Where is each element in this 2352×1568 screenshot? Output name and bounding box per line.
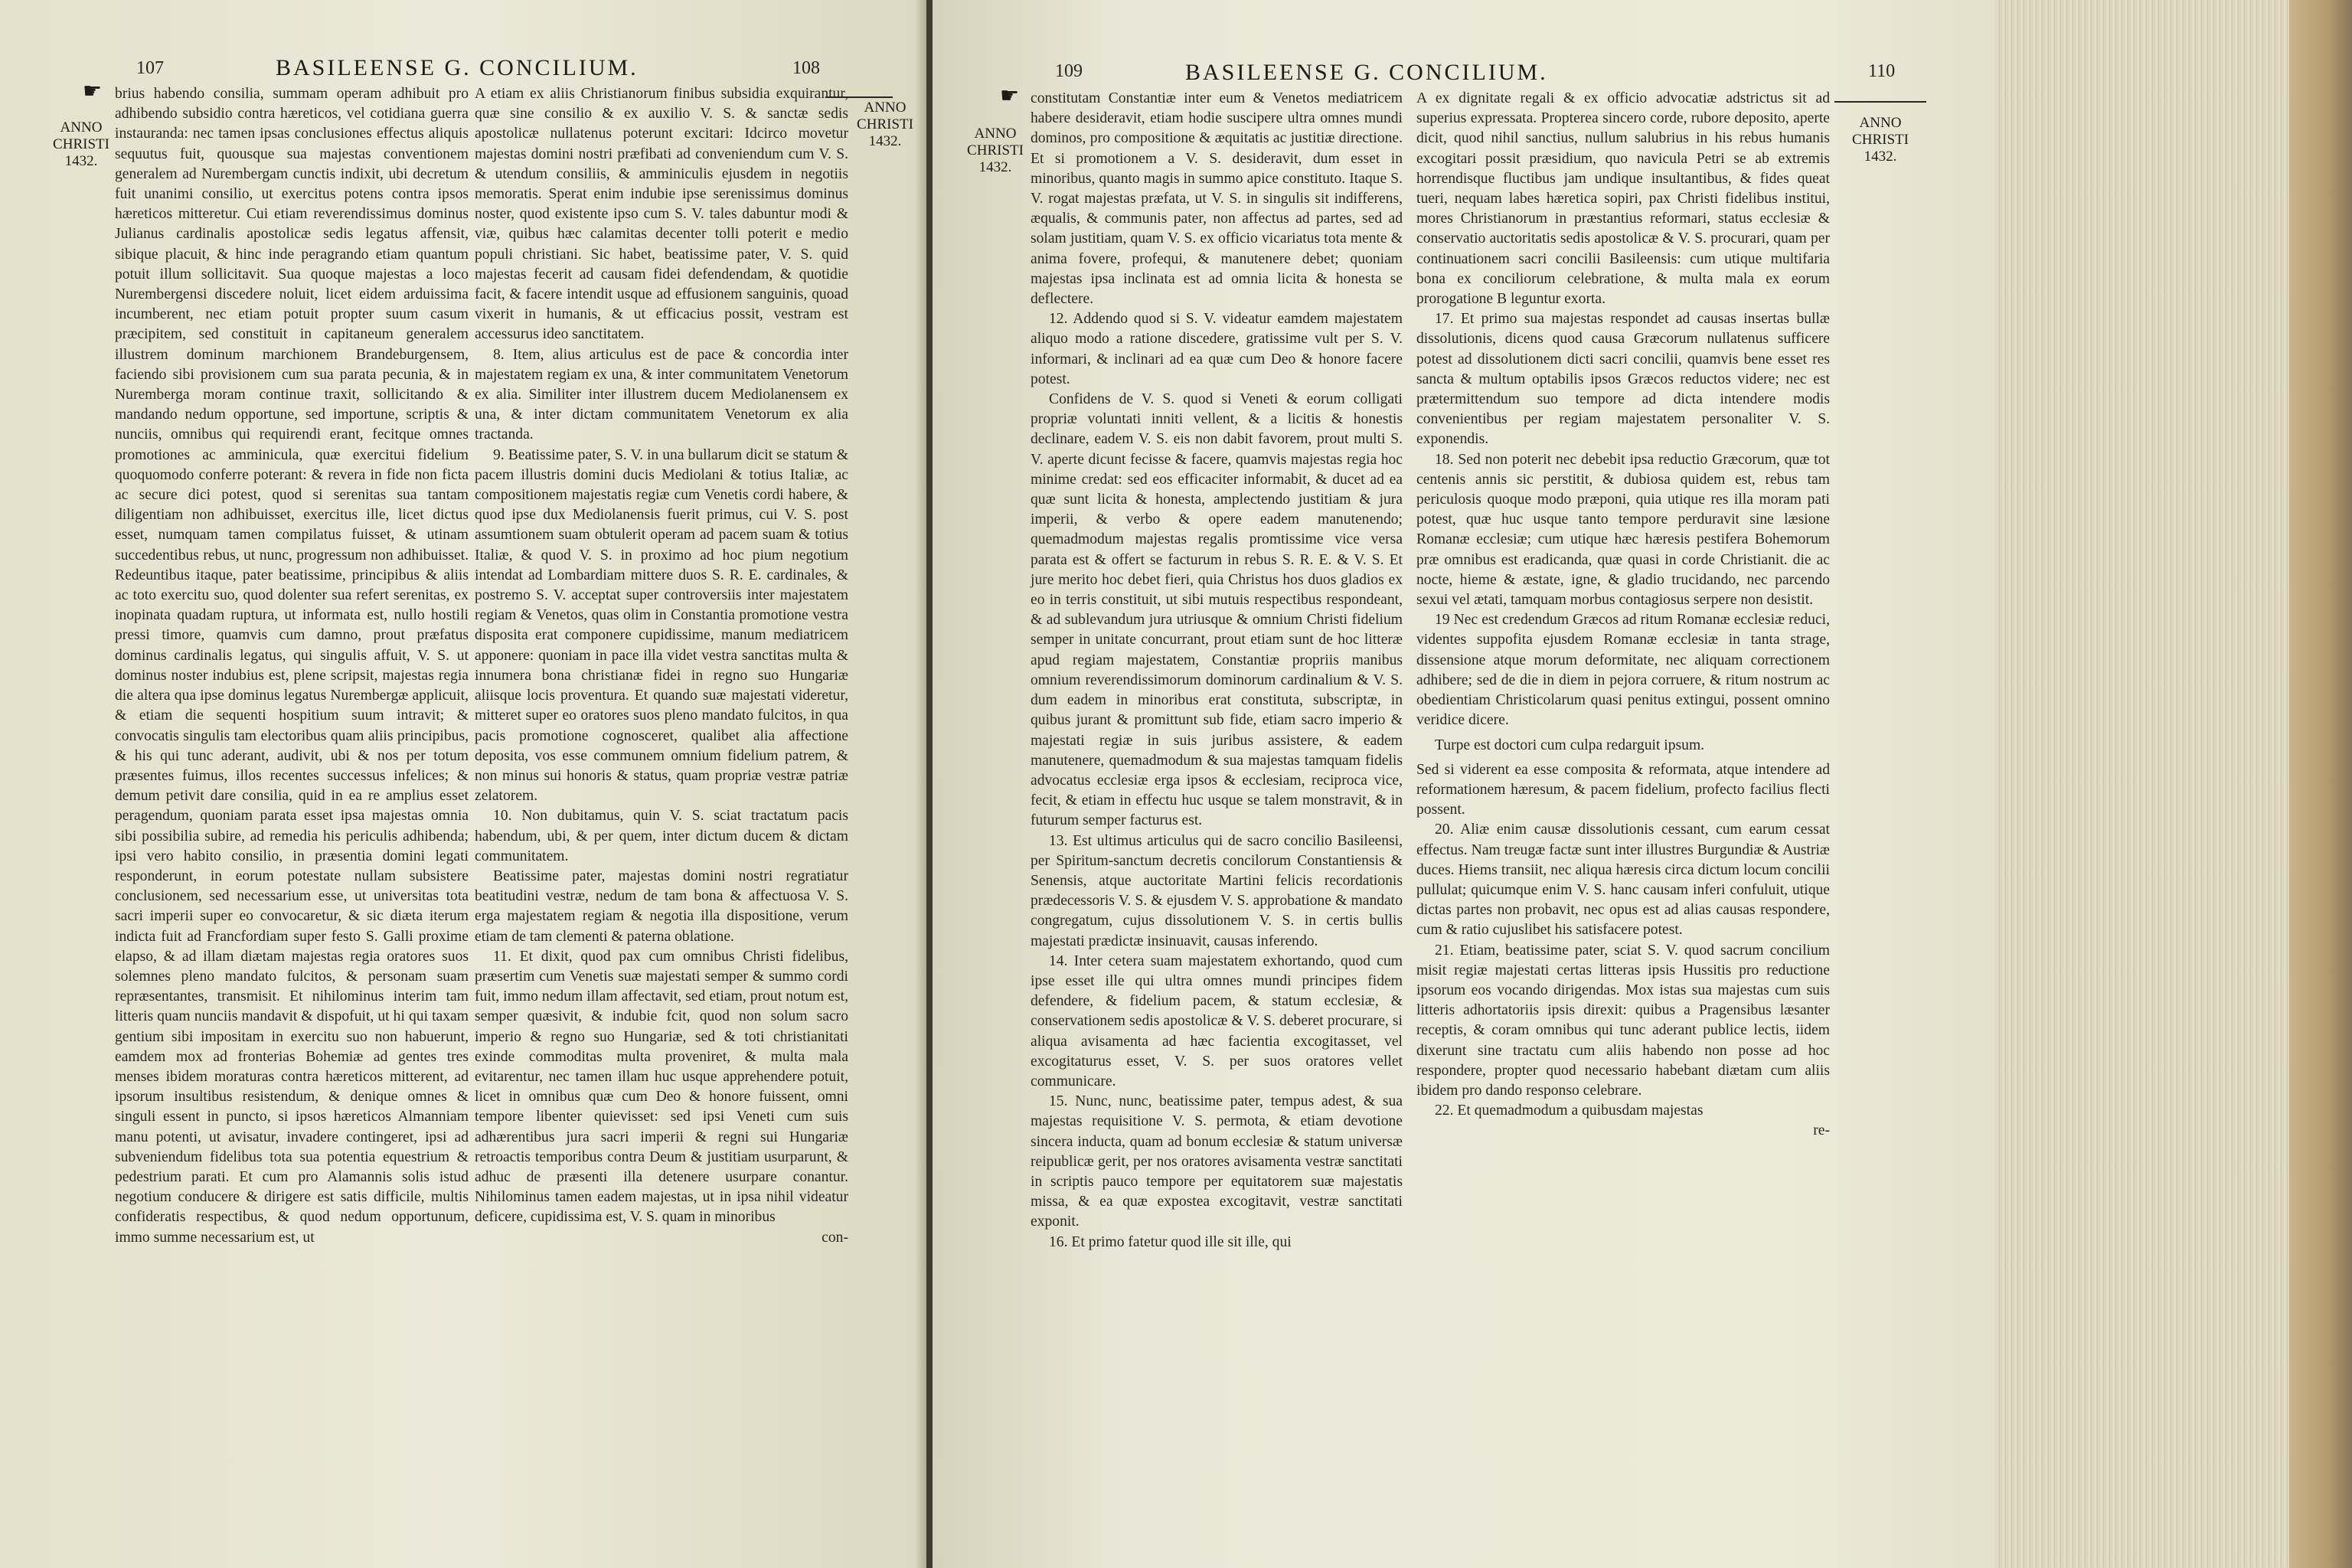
paragraph: A ex dignitate regali & ex officio advocatiæ adstrictus sit ad superius expressata. Propterea sincero corde, rubore deposito, aperte dicit, quod nihil sanctius, nullum salubrius in his rebus humanis excogitari possit præsidium, quo navicula Petri se ab extremis horrendisque fluctibus jam undique insultantibus, & fides queat tueri, nequam labes hæretica sopiri, pax Christi fidelibus institui, mores Christianorum in præstantius reformari, status ecclesiæ & conservatio auctoritatis sedis apostolicæ & V. S. procurari, quam per continuationem sacri concilii Basileensis: cum utique multifaria bona ex conciliorum celebratione, & multa mala ex eorum prorogatione B leguntur exorta. [1416, 90, 1830, 308]
paragraph: 16. Et primo fatetur quod ille sit ille, qui [1049, 1233, 1292, 1250]
right-page-number-109: 109 [1055, 61, 1083, 81]
margin-christi: CHRISTI [857, 116, 913, 132]
paragraph: 13. Est ultimus articulus qui de sacro concilio Basileensi, per Spiritum-sanctum decretis concilorum Constantiensis & Senensis, atque auctoritate Martini felicis recordationis prædecessoris V. S. & ejusdem V. S. approbatione & mandato congregatum, cujus dissolutionem V. S. in certis bullis majestati prædictæ insinuavit, causas inferendo. [1031, 832, 1403, 949]
right-page-column-2 [1416, 89, 1830, 1544]
margin-anno: ANNO [1859, 115, 1902, 131]
paragraph: 12. Addendo quod si S. V. videatur eamdem majestatem aliquo modo a ratione discedere, gratissime vult per S. V. informari, & inclinari ad ea quæ cum Deo & honore facere potest. [1031, 311, 1403, 387]
paragraph: 17. Et primo sua majestas respondet ad causas insertas bullæ dissolutionis, dicens quod causa Græcorum nullatenus sufficere potest ad dissolutionem dicti sacri concilii, quamvis bene esset res sancta & multum optabilis ipsos Græcos reductos videre; nec est prætermittendum suo tempore ad dicta intendere modis convenientibus per regiam majestatem personaliter V. S. exponendis. [1416, 311, 1830, 448]
margin-year: 1432. [64, 153, 98, 169]
margin-anno: ANNO [864, 100, 906, 116]
left-page-column-2 [475, 84, 848, 1539]
left-margin-year [46, 119, 116, 170]
catchword: re- [1813, 1122, 1830, 1139]
right-page [933, 0, 1995, 1568]
margin-christi: CHRISTI [53, 136, 109, 152]
book-cover-edge [2289, 0, 2352, 1568]
left-page-column-1 [115, 84, 469, 1539]
margin-christi: CHRISTI [1852, 132, 1909, 148]
left-page-right-margin-year [850, 100, 920, 150]
right-page-number-110: 110 [1868, 61, 1896, 81]
left-page-number-108: 108 [792, 58, 820, 78]
margin-christi: CHRISTI [967, 142, 1024, 158]
pointing-hand-icon: ☛ [1000, 83, 1020, 108]
paragraph: 22. Et quemadmodum a quibusdam majestas [1435, 1102, 1704, 1119]
paragraph: 21. Etiam, beatissime pater, sciat S. V. quod sacrum concilium misit regiæ majestati certas litteras ipsis Hussitis pro reductione ipsorum eos vocando dirigendas. Mox istas sua majestas cum suis litteris adhortatoriis ipsis direxit: quibus a Pragensibus læsanter receptis, & coram omnibus qui tunc aderant publice lectis, iidem dixerunt sine tractatu cum aliis habendo non posse ad hoc respondere, propter quod necessario habebant diætam cum aliis ibidem pro dando responso celebrare. [1416, 942, 1830, 1099]
left-page-number-107: 107 [136, 58, 164, 78]
right-page-left-margin-year [960, 126, 1031, 176]
catchword: con- [822, 1229, 848, 1246]
paragraph: constitutam Constantiæ inter eum & Venetos mediatricem habere desideravit, etiam hodie suscipere ultra omnes mundi dominos, pro compositione & æquitatis ac justitiæ directione. Et si promotionem a V. S. desideravit, dum esset in minoribus, quanto magis in summo apice constituto. Itaque S. V. rogat majestas præfata, ut V. S. in singulis sit indifferens, æqualis, & communis pater, non affectus ad partes, sed ad solam justitiam, quam V. S. ex officio vicariatus tota mente & anima fovere, profequi, & manutenere debet; quoniam majestas ipsa inclinata est ad omnia licita & honesta se deflectere. [1031, 90, 1403, 308]
paragraph: 18. Sed non poterit nec debebit ipsa reductio Græcorum, quæ tot centenis annis sic perstitit, & dubiosa quidem est, rebus tam periculosis quoque modo præponi, quia utique res illa moram pati potest, quæ huc usque tanto tempore perduravit sine læsione Romanæ ecclesiæ; cum utique hæc hæresis pestifera Bohemorum præ omnibus est eradicanda, quæ quasi in corde Christianit. die ac nocte, hieme & æstate, igne, & gladio trucidando, nec parcendo sexui vel ætati, tamquam morbus contagiosus serpere non desistit. [1416, 451, 1830, 609]
margin-anno: ANNO [60, 119, 103, 136]
right-page-right-margin-year [1842, 115, 1919, 165]
left-page [0, 0, 926, 1568]
right-header-rule [1834, 101, 1926, 103]
margin-year: 1432. [978, 159, 1012, 175]
paragraph: 15. Nunc, nunc, beatissime pater, tempus adest, & sua majestas requisitione V. S. permota, & etiam devotione sincera inducta, quam ad bonum ecclesiæ & statum universæ reipublicæ gerit, per nos oratores avisamenta vestræ sanctitati in scriptis pauco tempore per equitatorem suæ majestatis missa, & ea quæ expostea excogitavit, vestræ sanctitati exponit. [1031, 1093, 1403, 1230]
paragraph: 11. Et dixit, quod pax cum omnibus Christi fidelibus, præsertim cum Venetis suæ majestati semper & summo cordi fuit, immo nedum illam affectavit, sed etiam, prout notum est, semper quæsivit, & indubie fcit, quod non solum sacro imperio & regno suo Hungariæ, sed & toti christianitati exinde commoditas multa proveniret, & multa mala evitarentur, nec tamen illam huc usque apprehendere potuit, licet in omnibus quæ cum Deo & honore fuissent, omni tempore libenter quievisset: sed ipsi Veneti cum suis adhærentibus jura sacri imperii & regni sui Hungariæ retroactis temporibus contra Deum & justitiam usurparunt, & adhuc de præsenti illa detenere usurpare conantur. Nihilominus tamen eadem majestas, ut in ipsa nihil videatur deficere, cupidissima est, V. S. quam in minoribus [475, 948, 848, 1226]
paragraph: brius habendo consilia, summam operam adhibuit pro adhibendo subsidio contra hæreticos, vel cotidiana guerra instauranda: nec tamen ipsas conclusiones effectus aliquis sequutus fuit, quousque sua majestas conventionem generalem ad Nurembergam cunctis indixit, ubi decretum fuit unanimi consilio, ut exercitus potens contra ipsos hæreticos mitteretur. Cui etiam reverendissimus dominus Julianus cardinalis apostolicæ sedis legatus affensit, sibique placuit, & hinc inde peragrando etiam quantum potuit illum sollicitavit. Sua quoque majestas a loco Nurembergensi discedere noluit, licet eidem arduissima incumberent, nec etiam potuit propter suum casum præcipitem, sed constituit in capitaneum generalem illustrem dominum marchionem Brandeburgensem, faciendo sibi provisionem cum sua parata pecunia, & in Nuremberga moram continue traxit, sollicitando & mandando nedum opportune, sed importune, scriptis & nunciis, omnibus qui requirendi erant, fecitque omnes promotiones ac amminicula, quæ exercitui fidelium quoquomodo conferre poterant: & revera in fide non ficta ac secure dici potest, quod si serenitas sua tantam diligentiam non adhibuisset, exercitus ille, licet dictus esset, numquam tamen compilatus fuisset, & utinam succedentibus rebus, ut nunc, progressum non adhibuisset. Redeuntibus itaque, pater beatissime, principibus & aliis ac toto exercitu suo, quod dolenter sua refert serenitas, ex inopinata quadam ruptura, ut informata est, nullo hostili pressi timore, quamvis cum damno, prout præfatus dominus cardinalis legatus, qui singulis affuit, V. S. ut dominus noster indubius est, plene scripsit, majestas regia die altera qua ipse dominus legatus Nurembergæ applicuit, & etiam die sequenti hospitium suum intravit; & convocatis singulis tam electoribus quam aliis principibus, & his qui tunc aderant, audivit, ubi & nos per totum præsentes fuimus, illos recentes successus infelices; & demum petivit dare consilia, quid in ea re amplius esset peragendum, quoniam parata esset ipsa majestas omnia sibi possibilia subire, ad remedia his periculis adhibenda; ipsi vero habito consilio, in præsentia domini legati responderunt, in eorum potestate nullam subsistere conclusionem, sed necessarium esse, ut universitas tota sacri imperii super eo convocaretur, & sic diæta iterum indicta fuit ad Francfordiam super festo S. Galli proxime elapso, & ad illam diætam majestas regia oratores suos solemnes pleno mandato fulcitos, & personam suam repræsentantes, transmisit. Et nihilominus interim tam litteris quam nunciis mandavit & dispofuit, ut hi qui taxam gentium sibi impositam in exercitu suo non habuerunt, eamdem mox ad fronterias Bohemiæ ad gentes tres menses ibidem moraturas contra hæreticos mitterent, ad ipsorum insultibus resistendum, & denique omnes & singuli essent in puncto, si ipsos hæreticos Almanniam manu potenti, ut avisatur, invadere contingeret, ipsi ad subveniendum fidelibus tota sua potentia equestrium & pedestrium parati. Et cum pro Alamannis solis istud negotium conducere & dirigere est satis difficile, multis confideratis respectibus, & quod nedum opportunum, immo summe necessarium est, ut [115, 86, 469, 1246]
paragraph: 8. Item, alius articulus est de pace & concordia inter majestatem regiam ex una, & inter communitatem Venetorum ex alia. Similiter inter illustrem ducem Mediolanensem ex una, & inter dictam communitatem Venetorum ex alia tractanda. [475, 346, 848, 443]
paragraph: 20. Aliæ enim causæ dissolutionis cessant, cum earum cessat effectus. Nam treugæ factæ sunt inter illustres Burgundiæ & Austriæ duces. Hiems transiit, nec aliqua hæresis circa dictum locum concilii pullulat; quicumque enim V. S. hanc causam inferi confuluit, utique dictas partes non probavit, nec opus est ad alias causas respondere, cum & ratio cujuslibet his satisfacere potest. [1416, 822, 1830, 939]
paragraph: Sed si viderent ea esse composita & reformata, atque intendere ad reformationem hæresum, & pacem fidelium, profecto facilius flecti possent. [1416, 761, 1830, 818]
paragraph: Confidens de V. S. quod si Veneti & eorum colligati propriæ voluntati inniti vellent, & a licitis & honestis declinare, eadem V. S. eis non dabit favorem, prout multi S. V. aperte dicunt fecisse & facere, quamvis majestas regia hoc minime credat: sed eos efficaciter informabit, & ducet ad ea quæ sunt licita & honesta, amplectendo justitiam & jura imperii, & verbo & opere eadem manutenendo; quemadmodum majestas regalis promtissime vice versa parata est & offert se facturum in rebus S. R. E. & V. S. Et jure merito hoc debet fieri, quia Christus hos duos gladios ex eo in terris constituit, ut sibi mutuis respectibus respondeant, & ad sublevandum jura utriusque & omnium Christi fidelium semper in unitate concurrant, prout etiam sunt de hoc litteræ apud regiam majestatem, Constantiæ propriis manibus omnium reverendissimorum dominorum cardinalium & V. S. dum eadem in minoribus erat constituta, subscriptæ, in quibus jurant & promittunt sub fide, etiam sacro imperio & majestati regiæ in suis juribus assistere, & eadem manutenere, quemadmodum & sua majestas tamquam fidelis advocatus ecclesiæ erga ipsos & ecclesiam, reciproca vice, fecit, & etiam in effectu huc usque se talem monstravit, & in futurum semper facturus est. [1031, 391, 1403, 829]
left-running-header: BASILEENSE G. CONCILIUM. [276, 55, 639, 80]
maxim-line: Turpe est doctori cum culpa redarguit ipsum. [1435, 737, 1705, 753]
paragraph: 9. Beatissime pater, S. V. in una bullarum dicit se statum & pacem illustris domini ducis Mediolani & totius Italiæ, ac compositionem majestatis regiæ cum Venetis cordi habere, & quod ipse dux Mediolanensis fuerit primus, cui V. S. post assumtionem suam obtulerit operam ad pacem suam & totius Italiæ, & quod V. S. in proximo ad hoc pium negotium intendat ad Lombardiam mittere duos S. R. E. cardinales, & postremo S. V. acceptat super controversiis inter majestatem regiam & Venetos, quas olim in Constantia promotione vestra disposita erat componere cupidissime, manum mediatricem apponere: quoniam in pace illa videt vestra sanctitas multa & innumera bona christianæ fidei in regno suo Hungariæ aliisque locis proventura. Et quando suæ majestati videretur, mitteret super eo oratores suos pleno mandato fulcitos, in qua pacis promotione cognosceret, qualibet alia affectione deposita, vos esse communem omnium fidelium patrem, & non minus sui honoris & status, quam propriæ vestræ patriæ zelatorem. [475, 446, 848, 805]
paragraph: 19 Nec est credendum Græcos ad ritum Romanæ ecclesiæ reduci, videntes suppofita ejusdem Romanæ ecclesiæ in tanta strage, dissensione atque morum deformitate, nec aliquam correctionem adhibere; sed de die in diem in pejora corruere, & ritum nostrum ac obedientiam Christicolarum quasi penitus extingui, possent omnino veridice dicere. [1416, 612, 1830, 729]
paragraph: A etiam ex aliis Christianorum finibus subsidia exquirantur, quæ sine consilio & ex auxilio V. S. & sanctæ sedis apostolicæ nullatenus poterunt excitari: Idcirco movetur majestas domini nostri præfibati ad conveniendum cum V. S. & utendum consiliis, & amminiculis ejusdem in negotiis memoratis. Sperat enim indubie ipse serenissimus dominus noster, quod existente ipso cum S. V. tales dabuntur modi & viæ, quibus hæc calamitas decenter tolli poterit e medio populi christiani. Sic habet, beatissime pater, V. S. quid majestas fecerit ad causam fidei defendendam, & quotidie facit, & facere intendit usque ad effusionem sanguinis, quoad vixerit in humanis, & ut efficacius possit, vestram est accessurus ideo sanctitatem. [475, 86, 848, 343]
paragraph: Beatissime pater, majestas domini nostri regratiatur beatitudini vestræ, nedum de tam bona & affectuosa V. S. erga majestatem regiam & negotia illa dispositione, verum etiam de tam clementi & paterna oblatione. [475, 867, 848, 945]
margin-anno: ANNO [974, 126, 1017, 142]
margin-year: 1432. [868, 133, 902, 149]
right-running-header: BASILEENSE G. CONCILIUM. [1185, 60, 1548, 85]
paragraph: 10. Non dubitamus, quin V. S. sciat tractatum pacis habendum, ubi, & per quem, inter dictum ducem & dictam communitatem. [475, 808, 848, 864]
margin-year: 1432. [1864, 149, 1897, 165]
pointing-hand-icon: ☛ [83, 78, 103, 103]
paragraph: 14. Inter cetera suam majestatem exhortando, quod cum ipse esset ille qui ultra omnes mundi principes fidem defendere, & fidelium pacem, & statum ecclesiæ, & conservationem sedis apostolicæ & V. S. deberet procurare, si aliqua avisamenta ad hæc facientia excogitasset, vel excogitaturus esset, V. S. per suos oratores vellet communicare. [1031, 952, 1403, 1089]
right-page-column-1 [1031, 89, 1403, 1544]
